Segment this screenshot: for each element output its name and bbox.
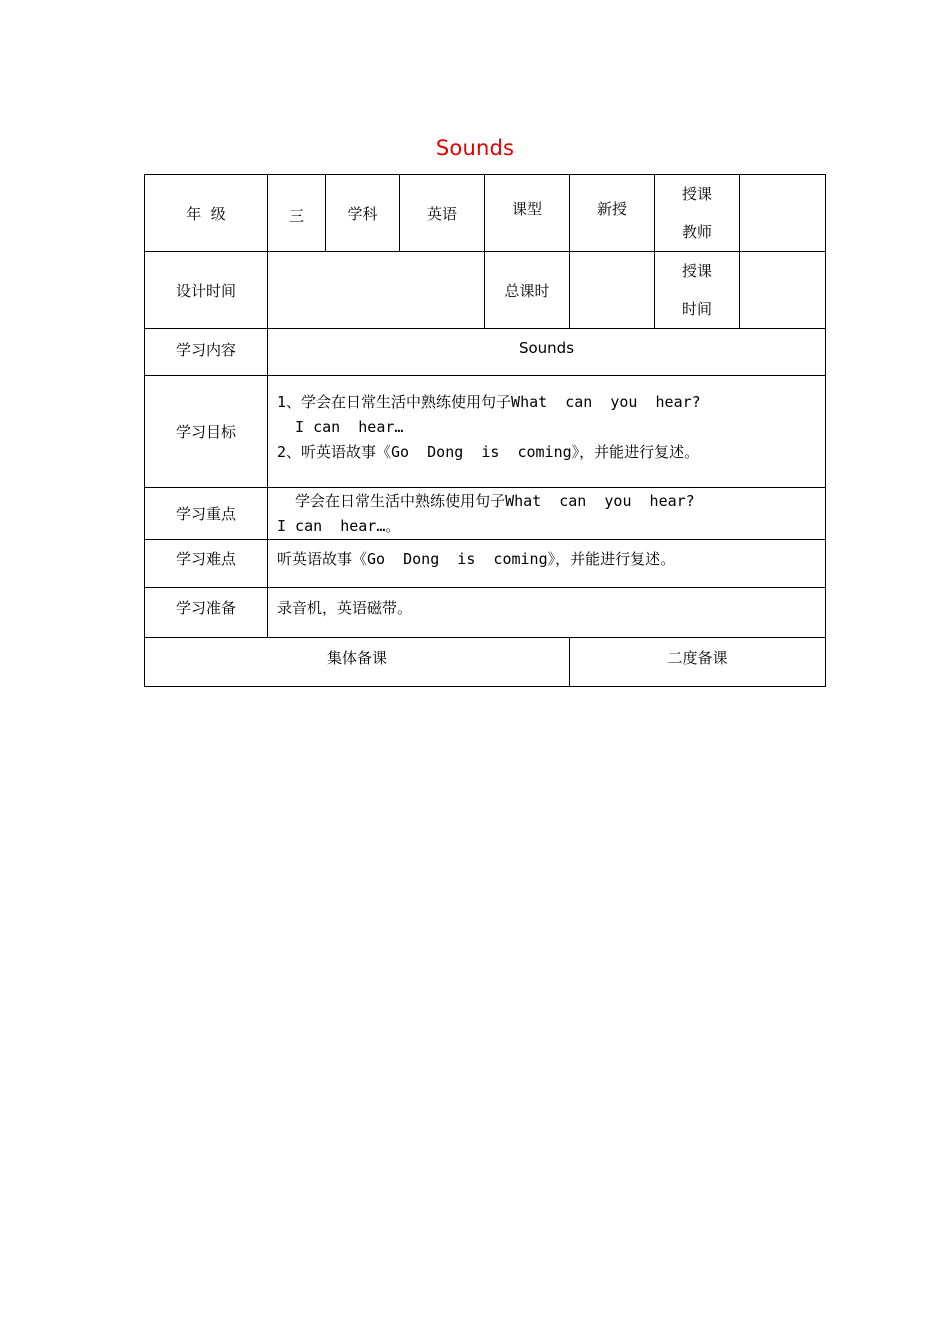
collective-prep-label: 集体备课 [145,638,570,687]
subject-label: 学科 [326,175,400,252]
goals-label: 学习目标 [145,376,268,488]
document-title: Sounds [435,136,515,160]
teacher-label-line1: 授课 [681,185,712,203]
design-time-value [268,252,485,329]
goals-value [268,376,826,488]
teacher-label [655,175,740,252]
total-hours-value [570,252,655,329]
focus-line-2: I can hear…。 [277,517,401,535]
content-label: 学习内容 [145,329,268,376]
teacher-label-line2: 教师 [681,223,712,241]
preparation-value: 录音机，英语磁带。 [268,588,826,638]
goals-line-2: I can hear… [277,418,404,436]
subject-value: 英语 [400,175,485,252]
goals-line-3: 2、听英语故事《Go Dong is coming》，并能进行复述。 [277,443,700,461]
table-row-preparation [145,588,826,638]
table-row-goals [145,376,826,488]
table-row-grade [145,175,826,252]
grade-value: 三 [268,175,326,252]
table-row-footer [145,638,826,687]
class-time-value [740,252,826,329]
goals-line-1: 1、学会在日常生活中熟练使用句子What can you hear? [277,393,701,411]
class-time-label [655,252,740,329]
total-hours-label: 总课时 [485,252,570,329]
table-row-focus [145,488,826,540]
class-time-label-line1: 授课 [681,262,712,280]
lesson-plan-table [144,174,826,687]
type-value: 新授 [570,175,655,252]
table-row-difficulty [145,540,826,588]
focus-value [268,488,826,540]
design-time-label: 设计时间 [145,252,268,329]
teacher-value [740,175,826,252]
focus-line-1: 学会在日常生活中熟练使用句子What can you hear? [277,492,695,510]
focus-label: 学习重点 [145,488,268,540]
secondary-prep-label: 二度备课 [570,638,826,687]
difficulty-label: 学习难点 [145,540,268,588]
content-value: Sounds [268,329,826,376]
grade-label: 年 级 [145,175,268,252]
difficulty-value: 听英语故事《Go Dong is coming》，并能进行复述。 [268,540,826,588]
table-row-content [145,329,826,376]
class-time-label-line2: 时间 [681,300,712,318]
type-label: 课型 [485,175,570,252]
preparation-label: 学习准备 [145,588,268,638]
table-row-design-time [145,252,826,329]
